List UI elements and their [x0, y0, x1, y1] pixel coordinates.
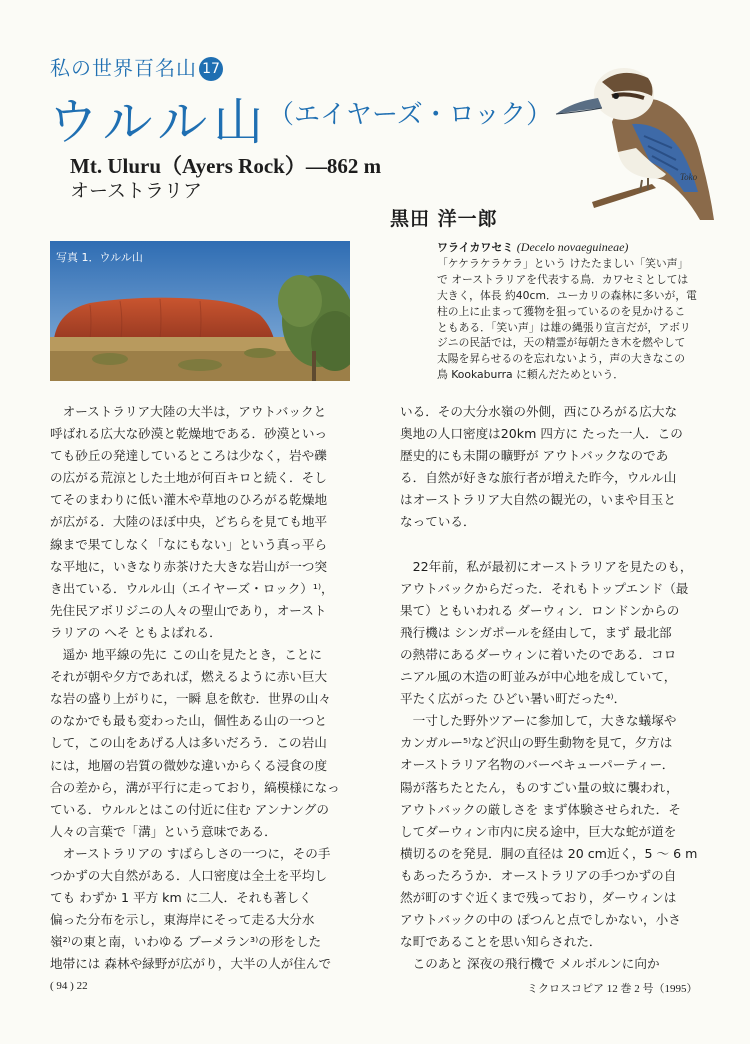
body-line: 然が町のすぐ近くまで残っており，ダーウィンは [400, 889, 677, 905]
body-line: 陽が落ちたとたん，ものすごい量の蚊に襲われ， [400, 779, 679, 795]
body-line: てそのまわりに低い灌木や草地のひろがる乾燥地 [50, 492, 328, 508]
photo-caption: 写真 1．ウルル山 [56, 251, 143, 264]
body-line: してダーウィン市内に戻る途中，巨大な蛇が道を [400, 823, 677, 839]
body-line: き出ている．ウルル山（エイヤーズ・ロック）¹⁾， [50, 580, 334, 596]
body-line: いる．その大分水嶺の外側，西にひろがる広大な [400, 404, 678, 419]
body-line: 合の差から，溝が平行に走っており，縞模様になっ [50, 779, 340, 795]
body-line: 遥か 地平線の先に この山を見たとき，ことに [50, 647, 322, 663]
body-line: 平たく広がった ひどい暑い町だった⁴⁾． [400, 691, 627, 707]
body-line: 22年前，私が最初にオーストラリアを見たのも， [400, 558, 693, 574]
body-line: このあと 深夜の飛行機で メルボルンに向か [400, 956, 660, 972]
journal-citation: ミクロスコピア 12 巻 2 号（1995） [527, 983, 698, 995]
country-name: オーストラリア [70, 180, 203, 202]
body-line: 呼ばれる広大な砂漠と乾燥地である．砂漠といっ [50, 426, 328, 442]
body-line: して，この山をあげる人は多いだろう．この岩山 [50, 735, 327, 751]
body-line: ている．ウルルとはこの付近に住む アンナングの [50, 801, 329, 817]
body-line: 先住民アボリジニの人々の聖山であり，オースト [50, 602, 327, 618]
body-line: な岩の盛り上がりに，一瞬 息を飲む．世界の山々 [50, 691, 332, 707]
body-line: 一寸した野外ツアーに参加して，大きな蟻塚や [400, 713, 677, 729]
body-line: オーストラリア名物のバーベキューパーティー． [400, 757, 675, 773]
body-line: それが朝や夕方であれば，燃えるように赤い巨大 [50, 669, 328, 685]
body-line: 飛行機は シンガポールを経由して，まず 最北部 [400, 624, 672, 640]
body-line: が広がる．大陸のほぼ中央，どちらを見ても地平 [50, 514, 328, 530]
body-line: な町であることを思い知らされた． [400, 934, 602, 950]
body-line: な平地に，いきなり赤茶けた大きな岩山が一つ突 [50, 558, 328, 574]
article-column-left [50, 401, 370, 975]
svg-text:Toko: Toko [680, 172, 698, 182]
body-line: アウトバックからだった．それもトップエンド（最 [400, 580, 689, 596]
kookaburra-icon [552, 52, 722, 222]
bird-text-line: ジニの民話では，天の精霊が毎朝たき木を燃やして [437, 336, 686, 350]
body-line: はオーストラリア大自然の観光の，いまや目玉と [400, 492, 676, 508]
bird-text-line: 太陽を昇らせるのを忘れないよう，声の大きなこの [437, 352, 686, 366]
bird-text-line: で オーストラリアを代表する鳥．カワセミとしては [437, 272, 689, 286]
body-line: る．自然が好きな旅行者が増えた昨今，ウルル山 [400, 470, 677, 486]
english-mountain-name: Mt. Uluru（Ayers Rock）—862 m [70, 154, 382, 178]
page-title: ウルル山 [48, 93, 270, 151]
bird-text-line: 鳥 Kookaburra に頼んだためという． [437, 368, 625, 382]
body-line: カンガルー⁵⁾など沢山の野生動物を見て，夕方は [400, 735, 673, 751]
body-line: オーストラリアの すばらしさの一つに，その手 [50, 845, 331, 861]
body-line: ラリアの へそ ともよばれる． [50, 624, 222, 640]
body-line: ニアル風の木造の町並みが中心地を成していて， [400, 669, 677, 685]
kookaburra-description [437, 240, 712, 383]
body-line: ても わずか 1 平方 km に二人．それも著しく [50, 890, 312, 906]
body-line: 歴史的にも未開の曠野が アウトバックなのであ [400, 448, 669, 464]
body-line: つかずの大自然がある．人口密度は全土を平均し [50, 867, 328, 883]
body-line: 偏った分布を示し，東海岸にそって走る大分水 [50, 912, 315, 928]
bird-name: ワライカワセミ [437, 241, 514, 254]
series-number-badge: 17 [199, 57, 223, 81]
body-line: には，地層の岩質の微妙な違いからくる浸食の度 [50, 757, 328, 773]
paragraph-spacer [400, 534, 718, 556]
body-line: なっている． [400, 514, 476, 530]
body-line: の広がる荒涼とした土地が何百キロと続く．そし [50, 470, 327, 486]
bird-text-line: ともある．「笑い声」は雄の縄張り宣言だが，アボリ [437, 320, 691, 334]
body-line: もあったろうか．オーストラリアの手つかずの自 [400, 867, 677, 883]
body-line: 奥地の人口密度は20km 四方に たった一人．この [400, 426, 683, 442]
body-line: のなかでも最も変わった山，個性ある山の一つと [50, 713, 327, 729]
body-line: 地帯には 森林や緑野が広がり，大半の人が住んで [50, 956, 332, 972]
page-subtitle: （エイヤーズ・ロック） [268, 100, 553, 130]
body-line: ても砂丘の発達しているところは少なく，岩や礫 [50, 448, 327, 464]
author-name: 黒田 洋一郎 [390, 208, 498, 230]
kookaburra-illustration [552, 52, 722, 222]
bird-text-line: 「ケケラケラケラ」という けたたましい「笑い声」 [437, 256, 689, 270]
body-line: 人々の言葉で「溝」という意味である． [50, 823, 277, 839]
body-line: 横切るのを発見．胴の直径は 20 cm近く，5 ～ 6 m [400, 845, 698, 861]
body-line: アウトバックの厳しさを まず体験させられた．そ [400, 801, 681, 817]
series-name: 私の世界百名山 [50, 56, 197, 80]
body-line: 嶺²⁾の東と南，いわゆる ブーメラン³⁾の形をした [50, 934, 322, 950]
article-column-right [400, 401, 718, 975]
series-heading [50, 52, 223, 81]
body-line: オーストラリア大陸の大半は，アウトバックと [50, 404, 327, 419]
bird-text-line: 柱の上に止まって獲物を狙っているのを見かけるこ [437, 304, 686, 318]
bird-text-line: 大きく，体長 約40cm．ユーカリの森林に多いが，電 [437, 288, 697, 302]
bird-latin-name: (Decelo novaeguineae) [516, 240, 629, 254]
body-line: アウトバックの中の ぽつんと点でしかない，小さ [400, 912, 681, 928]
page-number: ( 94 ) 22 [50, 980, 88, 992]
bird-heading [437, 240, 712, 256]
body-line: 線まで果てしなく「なにもない」という真っ平ら [50, 536, 328, 552]
body-line: 果て）ともいわれる ダーウィン．ロンドンからの [400, 602, 680, 618]
body-line: の熱帯にあるダーウィンに着いたのである．コロ [400, 646, 677, 662]
